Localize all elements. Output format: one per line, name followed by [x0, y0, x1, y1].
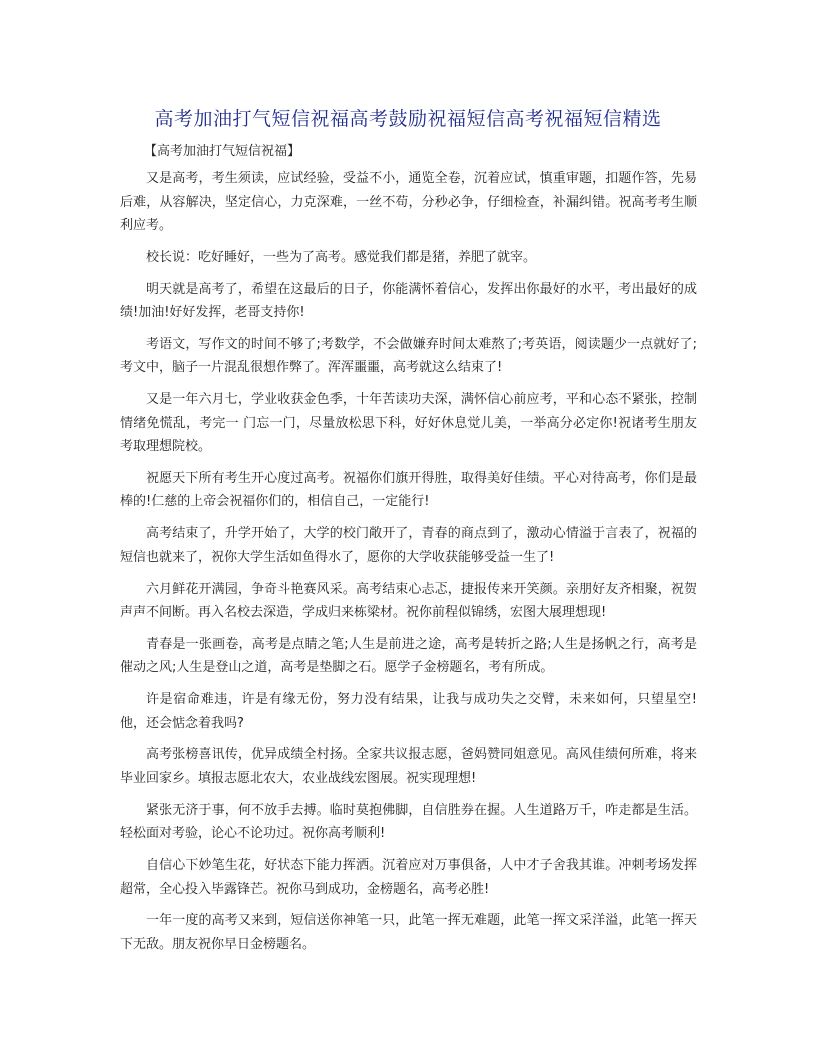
paragraph: 青春是一张画卷，高考是点睛之笔;人生是前进之途，高考是转折之路;人生是扬帆之行，高考是催动之风;人生是登山之道，高考是垫脚之石。愿学子金榜题名，考有所成。: [120, 636, 697, 676]
paragraph: 许是宿命难违，许是有缘无份，努力没有结果，让我与成功失之交臂，未来如何，只望星空!他，还会惦念着我吗?: [120, 692, 697, 731]
paragraph: 一年一度的高考又来到，短信送你神笔一只，此笔一挥无难题，此笔一挥文采洋溢，此笔一挥天下无敌。朋友祝你早日金榜题名。: [120, 913, 697, 952]
paragraph: 又是一年六月七，学业收获金色季，十年苦读功夫深，满怀信心前应考，平和心态不紧张，控制情绪免慌乱，考完一 门忘一门，尽量放松思下科，好好休息觉儿美，一举高分必定你!祝诸考生朋友考取理想院校。: [120, 392, 697, 455]
paragraph: 紧张无济于事，何不放手去搏。临时莫抱佛脚，自信胜券在握。人生道路万千，咋走都是生活。轻松面对考验，论心不论功过。祝你高考顺利!: [120, 802, 697, 842]
section-heading: 【高考加油打气短信祝福】: [144, 144, 301, 159]
document-body: [120, 167, 697, 965]
paragraph: 高考张榜喜讯传，优异成绩全村扬。全家共议报志愿，爸妈赞同姐意见。高风佳绩何所难，将来毕业回家乡。填报志愿北农大，农业战线宏图展。祝实现理想!: [120, 747, 697, 786]
paragraph: 六月鲜花开满园，争奇斗艳赛风采。高考结束心忐忑，捷报传来开笑颜。亲朋好友齐相聚，祝贺声声不间断。再入名校去深造，学成归来栋梁材。祝你前程似锦绣，宏图大展理想现!: [120, 581, 697, 621]
paragraph: 高考结束了，升学开始了，大学的校门敞开了，青春的商点到了，激动心情溢于言表了，祝福的短信也就来了，祝你大学生活如鱼得水了，愿你的大学收获能够受益一生了!: [120, 526, 697, 565]
paragraph: 明天就是高考了，希望在这最后的日子，你能满怀着信心，发挥出你最好的水平，考出最好的成绩!加油!好好发挥，老哥支持你!: [120, 281, 697, 321]
paragraph: 祝愿天下所有考生开心度过高考。祝福你们旗开得胜，取得美好佳绩。平心对待高考，你们是最棒的!仁慈的上帝会祝福你们的，相信自己，一定能行!: [120, 470, 697, 510]
document-title: 高考加油打气短信祝福高考鼓励祝福短信高考祝福短信精选: [154, 108, 662, 130]
paragraph: 自信心下妙笔生花，好状态下能力挥洒。沉着应对万事俱备，人中才子舍我其谁。冲刺考场发挥超常，全心投入毕露锋芒。祝你马到成功，金榜题名，高考必胜!: [120, 858, 697, 897]
paragraph: 考语文，写作文的时间不够了;考数学，不会做嫌弃时间太难熬了;考英语，阅读题少一点就好了;考文中，脑子一片混乱很想作弊了。浑浑噩噩，高考就这么结束了!: [120, 336, 697, 376]
paragraph: 校长说：吃好睡好，一些为了高考。感觉我们都是猪，养肥了就宰。: [146, 249, 537, 265]
paragraph: 又是高考，考生须读，应试经验，受益不小，通览全卷，沉着应试，慎重审题，扣题作答，先易后难，从容解决，坚定信心，力克深难，一丝不苟，分秒必争，仔细检查，补漏纠错。祝高考考生顺利应考。: [120, 171, 697, 233]
